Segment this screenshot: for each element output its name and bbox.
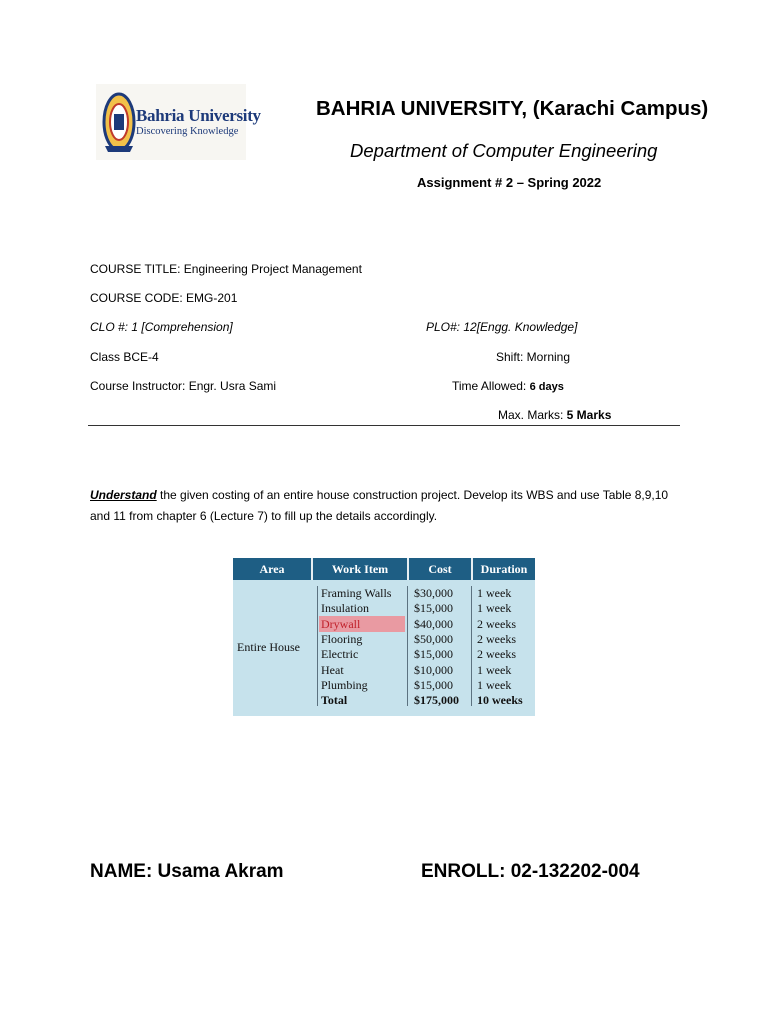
logo-tagline: Discovering Knowledge (136, 126, 239, 137)
table-cell-cost: $15,000 (414, 647, 453, 661)
table-cell-duration: 2 weeks (477, 617, 516, 631)
table-header-duration: Duration (473, 558, 535, 580)
column-rule (317, 586, 318, 706)
enrollment-number: ENROLL: 02-132202-004 (421, 861, 640, 882)
table-cell-duration: 1 week (477, 586, 512, 600)
table-cell-cost: $10,000 (414, 663, 453, 677)
column-rule (471, 586, 472, 706)
table-header-cost: Cost (409, 558, 471, 580)
university-title: BAHRIA UNIVERSITY, (Karachi Campus) (316, 97, 709, 120)
logo-wordmark: Bahria University (136, 106, 261, 125)
table-cell-duration-total: 10 weeks (477, 693, 523, 707)
table-cell-item: Flooring (321, 632, 363, 646)
assignment-title: Assignment # 2 – Spring 2022 (417, 175, 602, 190)
table-cell-item-total: Total (321, 693, 348, 707)
crest-icon (102, 88, 136, 156)
clo-number: CLO #: 1 [Comprehension] (90, 320, 233, 334)
task-text: the given costing of an entire house construction project. Develop its WBS and use Table 8,9,10 and 11 from chapter 6 (Lecture 7) to fill up the details accordingly. (90, 488, 669, 523)
table-cell-duration: 1 week (477, 663, 512, 677)
university-logo (96, 84, 261, 160)
shift-label: Shift: Morning (496, 350, 571, 364)
time-allowed (452, 379, 564, 393)
divider-line (88, 425, 680, 426)
course-instructor: Course Instructor: Engr. Usra Sami (90, 379, 277, 393)
course-title: COURSE TITLE: Engineering Project Management (90, 262, 362, 276)
table-header-work-item: Work Item (313, 558, 407, 580)
table-header-area: Area (233, 558, 311, 580)
time-allowed-value: 6 days (529, 381, 564, 393)
table-cell-duration: 2 weeks (477, 647, 516, 661)
course-code: COURSE CODE: EMG-201 (90, 291, 238, 305)
department-title: Department of Computer Engineering (350, 140, 658, 161)
table-cell-cost: $30,000 (414, 586, 453, 600)
table-cell-item: Framing Walls (321, 586, 392, 600)
table-cell-item: Electric (321, 647, 359, 661)
table-cell-area: Entire House (237, 640, 300, 654)
table-cell-cost: $15,000 (414, 601, 453, 615)
table-cell-cost: $15,000 (414, 678, 453, 692)
table-cell-cost-total: $175,000 (414, 693, 459, 707)
task-description (90, 485, 690, 527)
max-marks-label: Max. Marks: (498, 408, 567, 422)
table-cell-cost: $40,000 (414, 617, 453, 631)
table-cell-item: Plumbing (321, 678, 368, 692)
task-verb: Understand (90, 488, 157, 502)
table-cell-cost: $50,000 (414, 632, 453, 646)
table-cell-item: Insulation (321, 601, 369, 615)
table-cell-duration: 1 week (477, 678, 512, 692)
max-marks-value: 5 Marks (566, 408, 612, 422)
table-cell-item: Heat (321, 663, 344, 677)
column-rule (407, 586, 408, 706)
max-marks (498, 408, 611, 422)
table-cell-item-highlighted: Drywall (321, 617, 361, 631)
student-name: NAME: Usama Akram (90, 861, 284, 882)
cost-table (233, 558, 535, 716)
class-label: Class BCE-4 (90, 350, 159, 364)
table-cell-duration: 2 weeks (477, 632, 516, 646)
plo-number: PLO#: 12[Engg. Knowledge] (426, 320, 578, 334)
table-cell-duration: 1 week (477, 601, 512, 615)
time-allowed-label: Time Allowed: (452, 379, 530, 393)
